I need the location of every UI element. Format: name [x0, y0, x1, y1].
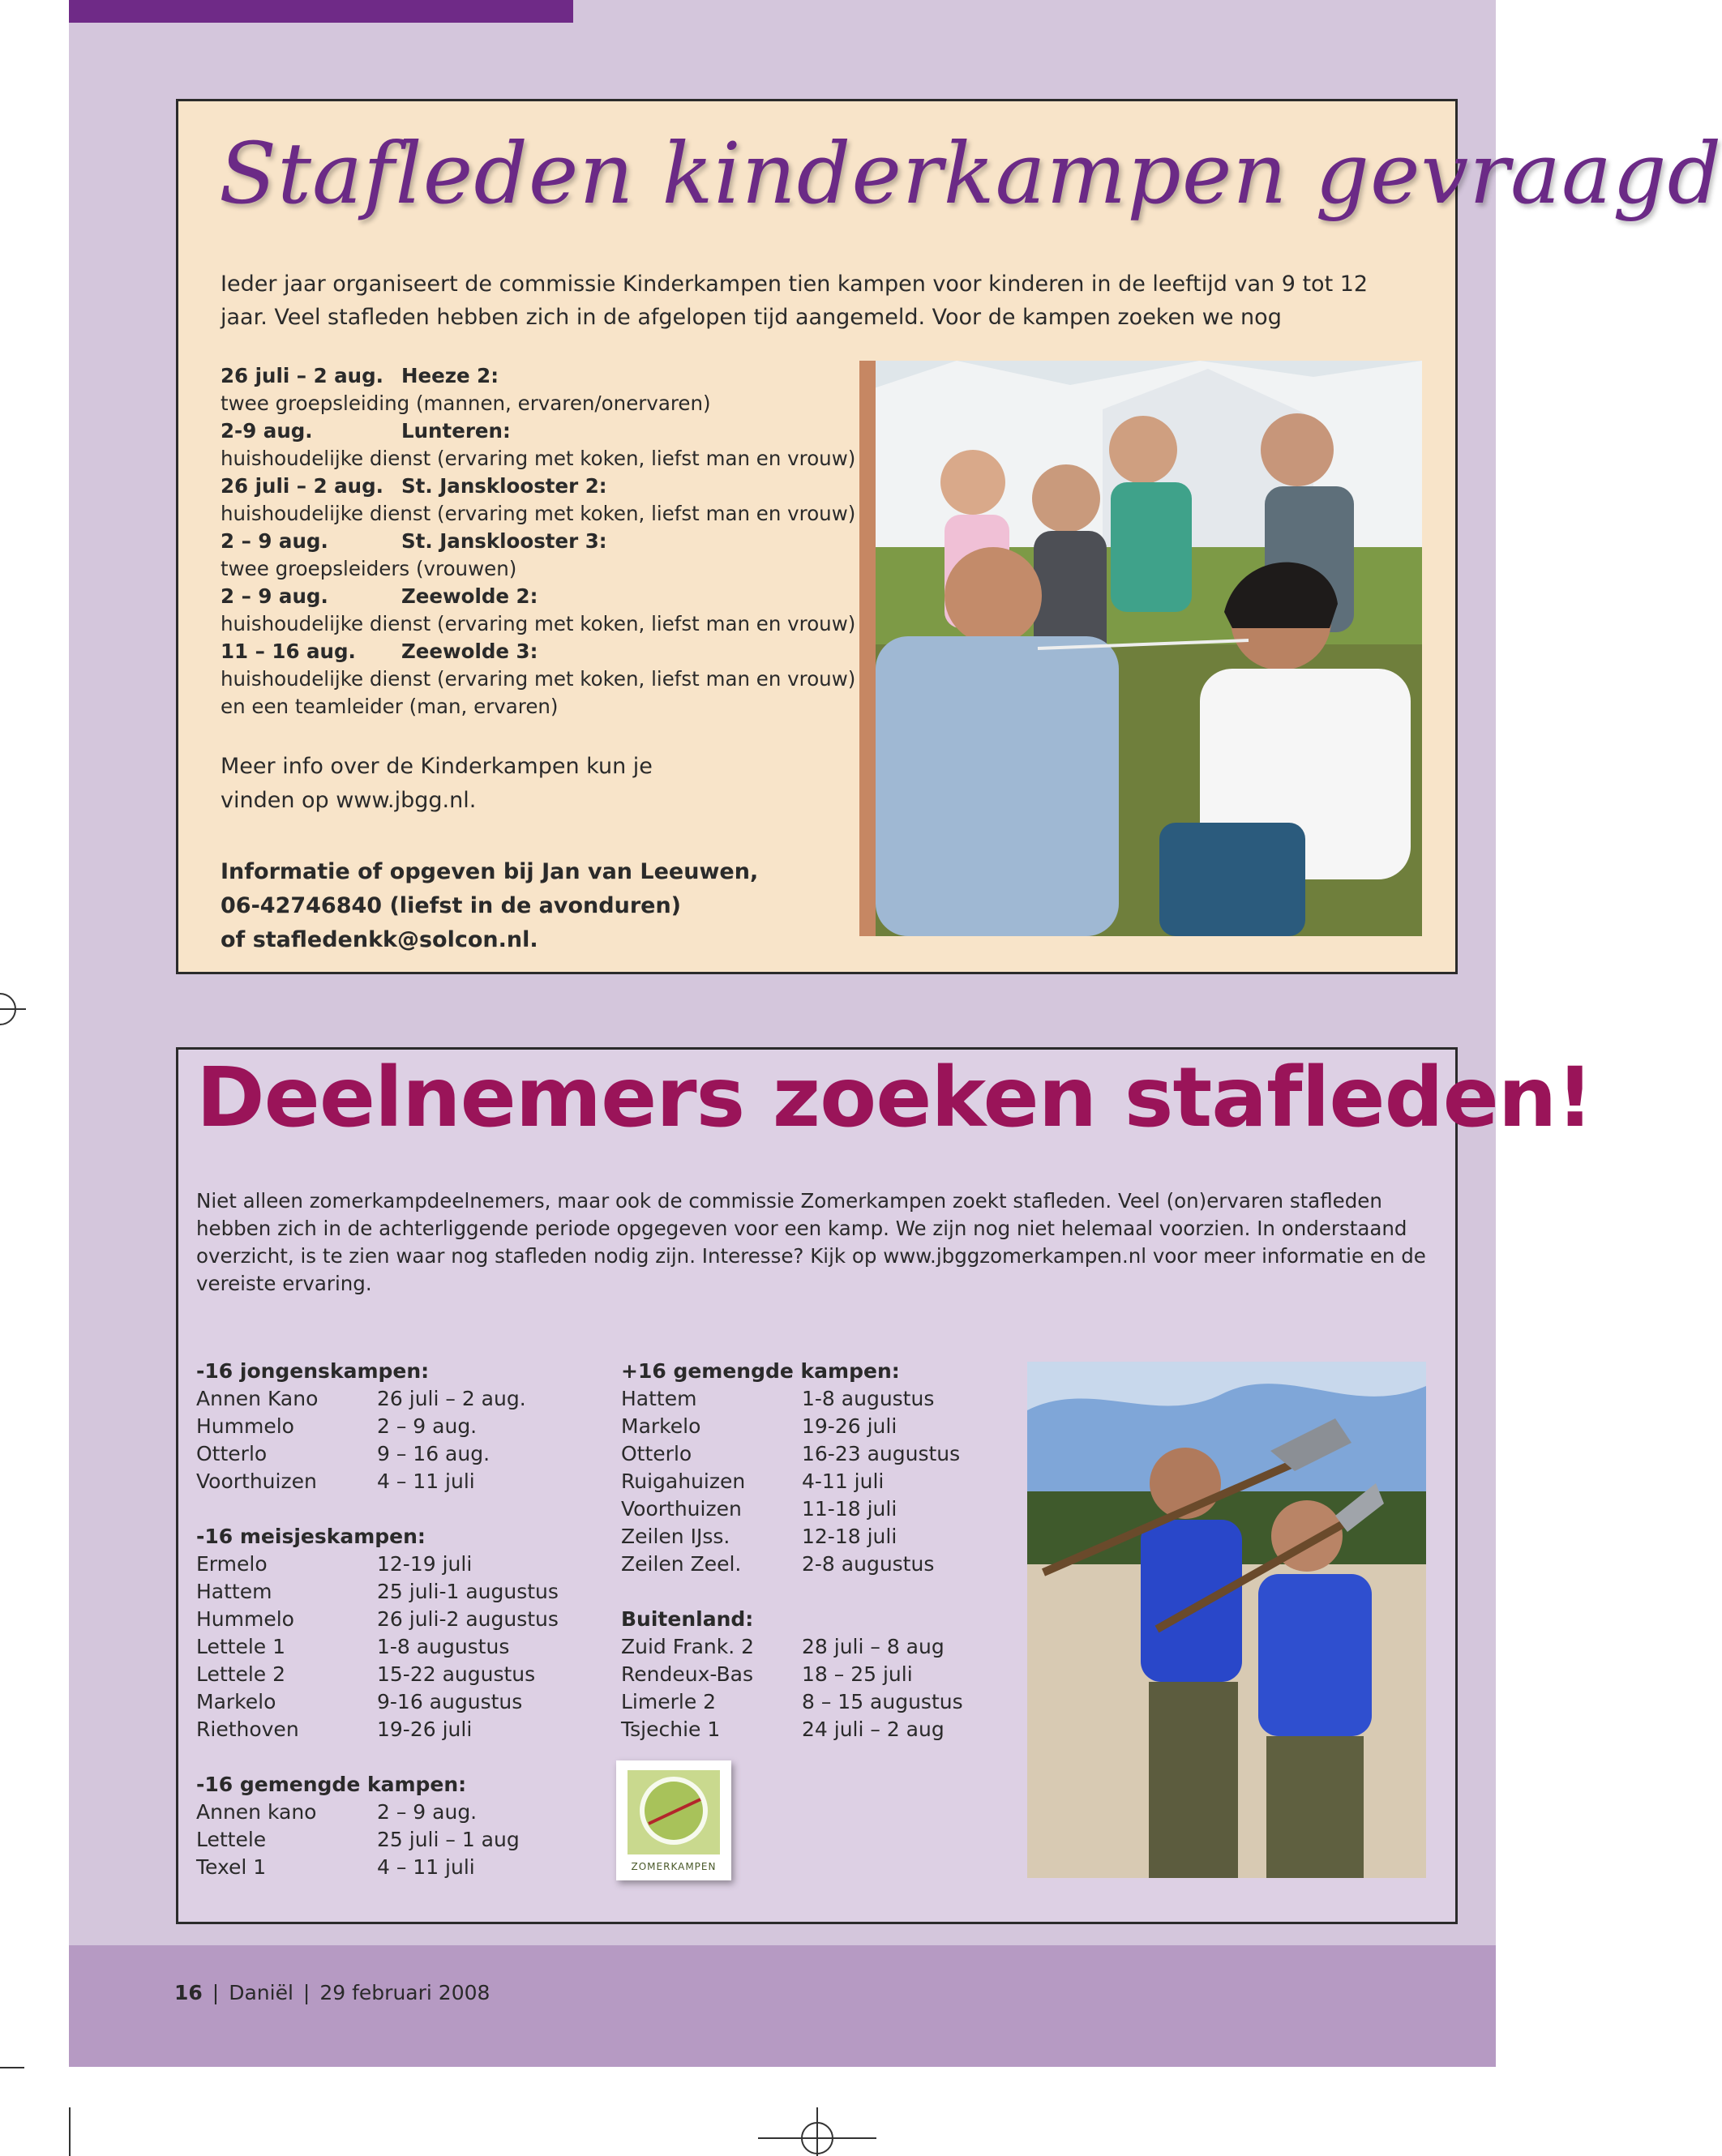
camp-heading: [221, 473, 926, 500]
camp-photo-staff: [1027, 1362, 1426, 1878]
camp-location: Markelo: [196, 1690, 276, 1713]
camp-location: Tsjechie 1: [621, 1718, 721, 1741]
camp-period: 1-8 augustus: [802, 1387, 935, 1410]
camp-row: [196, 1688, 602, 1716]
camp-heading: [221, 528, 926, 555]
camp-location: Otterlo: [621, 1442, 692, 1465]
camp-location: Ruigahuizen: [621, 1469, 746, 1493]
stafleden-article: [176, 1047, 1593, 1924]
camp-period: 2-8 augustus: [802, 1552, 935, 1576]
kinderkampen-article: [176, 99, 1722, 974]
more-info: Meer info over de Kinderkampen kun je vinden op www.jbgg.nl.: [221, 754, 653, 813]
camp-row: [621, 1385, 1026, 1413]
camp-row: [621, 1413, 1026, 1440]
footer: [174, 1981, 490, 2004]
camp-location: Hattem: [196, 1580, 272, 1603]
camp-description-extra: en een teamleider (man, ervaren): [221, 695, 559, 718]
camp-list: [221, 362, 926, 721]
camp-group-heading: -16 gemengde kampen:: [196, 1773, 467, 1796]
camp-period: 9-16 augustus: [377, 1690, 523, 1713]
camp-location: Limerle 2: [621, 1690, 717, 1713]
camp-heading: [221, 638, 926, 665]
camp-place: St. Jansklooster 2:: [401, 474, 607, 498]
camp-row: [621, 1661, 1026, 1688]
camp-row: [196, 1385, 602, 1413]
crop-mark: [69, 2107, 71, 2156]
camp-group-heading: -16 jongenskampen:: [196, 1359, 430, 1383]
article-title: Deelnemers zoeken stafleden!: [196, 1050, 1593, 1146]
camp-heading: [221, 417, 926, 445]
article-title: Stafleden kinderkampen gevraagd: [219, 124, 1722, 223]
camp-location: Rendeux-Bas: [621, 1662, 753, 1686]
camp-period: 25 juli – 1 aug: [377, 1828, 520, 1851]
logo-text: ZOMERKAMPEN: [631, 1861, 717, 1872]
camp-description: huishoudelijke dienst (ervaring met koken, liefst man en vrouw): [221, 612, 856, 635]
camp-location: Ermelo: [196, 1552, 268, 1576]
camp-group: [621, 1358, 1026, 1578]
camp-row: [196, 1854, 602, 1881]
contact-line: 06-42746840 (liefst in de avonduren): [221, 893, 682, 918]
camp-row: [196, 1468, 602, 1495]
camp-description: twee groepsleiders (vrouwen): [221, 557, 517, 580]
footer-separator: |: [212, 1981, 220, 2004]
camp-group-heading: +16 gemengde kampen:: [621, 1359, 900, 1383]
camp-place: Heeze 2:: [401, 364, 499, 387]
camp-period: 15-22 augustus: [377, 1662, 536, 1686]
camp-place: Zeewolde 3:: [401, 640, 538, 663]
camp-period: 1-8 augustus: [377, 1635, 510, 1658]
camp-group: [196, 1358, 602, 1495]
camp-description: twee groepsleiding (mannen, ervaren/onervaren): [221, 391, 711, 415]
camp-location: Voorthuizen: [196, 1469, 317, 1493]
camp-date: 11 – 16 aug.: [221, 640, 356, 663]
camp-period: 2 – 9 aug.: [377, 1414, 478, 1438]
camp-row: [196, 1578, 602, 1606]
camp-row: [621, 1523, 1026, 1551]
camp-period: 12-19 juli: [377, 1552, 473, 1576]
camp-location: Texel 1: [196, 1855, 267, 1879]
camp-row: [196, 1661, 602, 1688]
camp-group: [196, 1523, 602, 1743]
camp-location: Hummelo: [196, 1414, 294, 1438]
camp-row: [196, 1551, 602, 1578]
camp-group-heading: Buitenland:: [621, 1607, 754, 1631]
camp-location: Riethoven: [196, 1718, 299, 1741]
contact-info: [221, 855, 837, 957]
camp-place: Lunteren:: [401, 419, 511, 443]
camp-row: [196, 1633, 602, 1661]
camp-period: 4-11 juli: [802, 1469, 885, 1493]
camp-heading: [221, 583, 926, 610]
camp-period: 4 – 11 juli: [377, 1469, 475, 1493]
camp-period: 11-18 juli: [802, 1497, 897, 1521]
page-number: 16: [174, 1981, 203, 2004]
camp-date: 26 juli – 2 aug.: [221, 364, 383, 387]
camp-period: 19-26 juli: [377, 1718, 473, 1741]
camp-location: Markelo: [621, 1414, 701, 1438]
camp-period: 8 – 15 augustus: [802, 1690, 963, 1713]
article-intro: Niet alleen zomerkampdeelnemers, maar ook de commissie Zomerkampen zoekt stafleden. Veel (on)ervaren stafleden hebben zich in de achterliggende periode opgegeven voor een kamp. We zijn nog niet helemaal voorzien. In onderstaand overzicht, is te zien waar nog stafleden nodig zijn. Interesse? Kijk op www.jbggzomerkampen.nl voor meer informatie en de vereiste ervaring.: [196, 1189, 1426, 1295]
camp-period: 28 juli – 8 aug: [802, 1635, 945, 1658]
footer-band: [69, 1945, 1496, 2067]
camp-location: Hattem: [621, 1387, 697, 1410]
camp-group-heading: -16 meisjeskampen:: [196, 1525, 426, 1548]
camp-row: [196, 1716, 602, 1743]
footer-separator: |: [302, 1981, 311, 2004]
camp-period: 2 – 9 aug.: [377, 1800, 478, 1824]
contact-line: of stafledenkk@solcon.nl.: [221, 927, 538, 952]
camp-row: [621, 1440, 1026, 1468]
camp-place: Zeewolde 2:: [401, 584, 538, 608]
camp-group: [621, 1606, 1026, 1743]
camp-row: [196, 1799, 602, 1826]
camp-date: 2 – 9 aug.: [221, 584, 328, 608]
camp-location: Voorthuizen: [621, 1497, 742, 1521]
crop-mark: [0, 1008, 26, 1010]
camp-location: Lettele 2: [196, 1662, 286, 1686]
crop-mark: [816, 2107, 818, 2156]
camp-row: [196, 1826, 602, 1854]
camp-row: [621, 1688, 1026, 1716]
camp-description: huishoudelijke dienst (ervaring met koken, liefst man en vrouw): [221, 447, 856, 470]
camp-row: [621, 1551, 1026, 1578]
camp-group: [196, 1771, 602, 1881]
article-intro: Ieder jaar organiseert de commissie Kinderkampen tien kampen voor kinderen in de leeftijd van 9 tot 12 jaar. Veel stafleden hebben zich in de afgelopen tijd aangemeld. Voor de kampen zoeken we nog: [221, 272, 1369, 330]
camp-period: 25 juli-1 augustus: [377, 1580, 559, 1603]
camp-place: St. Jansklooster 3:: [401, 529, 607, 553]
camp-photo-children: [859, 361, 1422, 936]
zomerkampen-logo: [616, 1760, 731, 1880]
camp-location: Annen Kano: [196, 1387, 319, 1410]
camp-period: 24 juli – 2 aug: [802, 1718, 945, 1741]
camp-period: 26 juli – 2 aug.: [377, 1387, 526, 1410]
camp-column-right: [621, 1358, 1026, 1771]
camp-heading: [221, 362, 926, 390]
camp-row: [196, 1606, 602, 1633]
camp-location: Hummelo: [196, 1607, 294, 1631]
camp-date: 2-9 aug.: [221, 419, 313, 443]
camp-location: Zeilen Zeel.: [621, 1552, 742, 1576]
camp-period: 19-26 juli: [802, 1414, 897, 1438]
camp-period: 4 – 11 juli: [377, 1855, 475, 1879]
camp-location: Otterlo: [196, 1442, 268, 1465]
camp-description: huishoudelijke dienst (ervaring met koken, liefst man en vrouw): [221, 667, 856, 691]
camp-row: [196, 1440, 602, 1468]
issue-date: 29 februari 2008: [319, 1981, 490, 2004]
camp-period: 16-23 augustus: [802, 1442, 961, 1465]
camp-location: Zeilen IJss.: [621, 1525, 730, 1548]
camp-location: Lettele: [196, 1828, 267, 1851]
camp-row: [196, 1413, 602, 1440]
camp-period: 9 – 16 aug.: [377, 1442, 490, 1465]
camp-location: Zuid Frank. 2: [621, 1635, 755, 1658]
camp-location: Annen kano: [196, 1800, 317, 1824]
camp-column-left: [196, 1358, 602, 1909]
camp-date: 2 – 9 aug.: [221, 529, 328, 553]
magazine-name: Daniël: [229, 1981, 293, 2004]
camp-period: 26 juli-2 augustus: [377, 1607, 559, 1631]
top-accent-bar: [69, 0, 573, 23]
camp-row: [621, 1495, 1026, 1523]
contact-line: Informatie of opgeven bij Jan van Leeuwen,: [221, 859, 759, 884]
camp-period: 12-18 juli: [802, 1525, 897, 1548]
crop-mark: [0, 2067, 24, 2068]
camp-row: [621, 1716, 1026, 1743]
camp-location: Lettele 1: [196, 1635, 286, 1658]
camp-row: [621, 1633, 1026, 1661]
camp-date: 26 juli – 2 aug.: [221, 474, 383, 498]
camp-description: huishoudelijke dienst (ervaring met koken, liefst man en vrouw): [221, 502, 856, 525]
camp-row: [621, 1468, 1026, 1495]
camp-period: 18 – 25 juli: [802, 1662, 913, 1686]
